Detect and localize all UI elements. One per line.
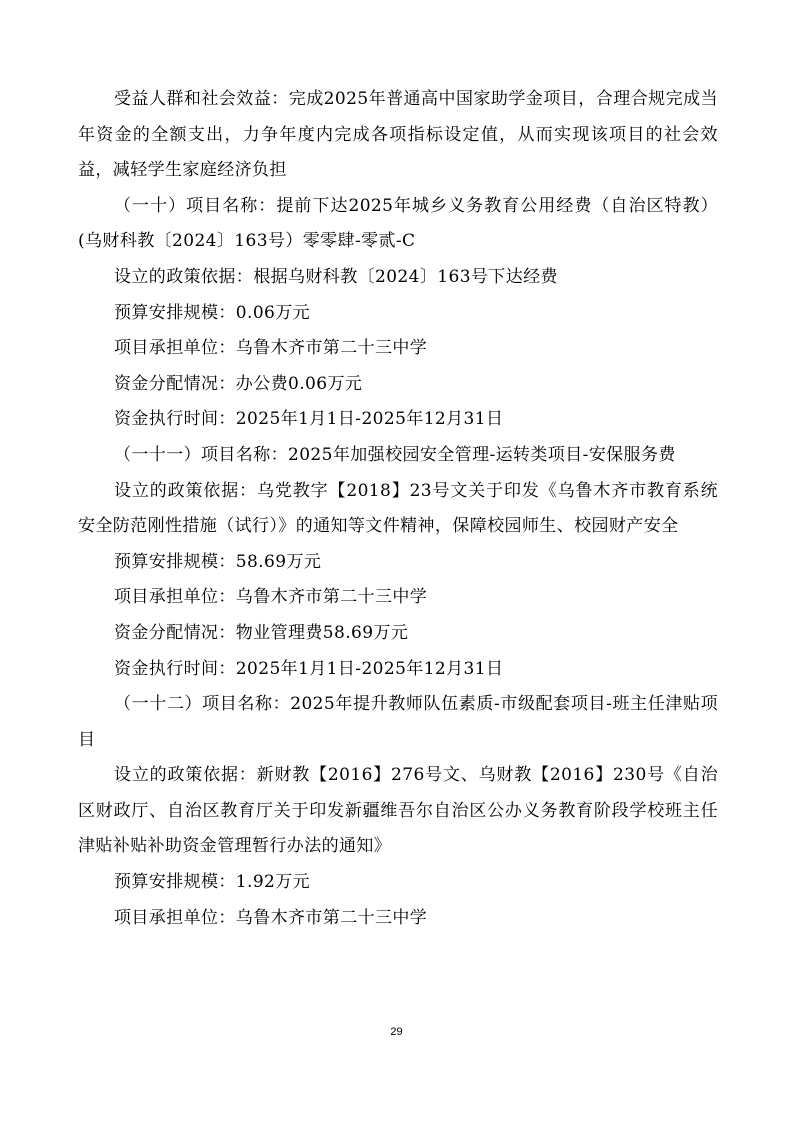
page-number: 29 xyxy=(390,1026,403,1038)
paragraph-project-12-unit: 项目承担单位：乌鲁木齐市第二十三中学 xyxy=(114,907,428,928)
paragraph-project-10-period: 资金执行时间：2025年1月1日-2025年12月31日 xyxy=(114,409,504,430)
paragraph-project-10-policy: 设立的政策依据：根据乌财科教〔2024〕163号下达经费 xyxy=(114,266,558,287)
paragraph-project-10-allocation: 资金分配情况：办公费0.06万元 xyxy=(114,373,363,394)
paragraph-project-11-name: （一十一）项目名称：2025年加强校园安全管理-运转类项目-安保服务费 xyxy=(114,444,676,465)
paragraph-project-10-unit: 项目承担单位：乌鲁木齐市第二十三中学 xyxy=(114,338,428,359)
paragraph-project-12-name: （一十二）项目名称：2025年提升教师队伍素质-市级配套项目-班主任津贴项目 xyxy=(78,694,718,750)
paragraph-project-10-name: （一十）项目名称：提前下达2025年城乡义务教育公用经费（自治区特教）(乌财科教〔2024〕163号）零零肆-零贰-C xyxy=(78,195,718,252)
paragraph-project-12-budget: 预算安排规模：1.92万元 xyxy=(114,872,311,893)
paragraph-project-11-policy: 设立的政策依据：乌党教字【2018】23号文关于印发《乌鲁木齐市教育系统安全防范刚性措施（试行）》的通知等文件精神，保障校园师生、校园财产安全 xyxy=(78,480,718,537)
paragraph-project-11-allocation: 资金分配情况：物业管理费58.69万元 xyxy=(114,622,409,643)
body-text xyxy=(78,82,718,936)
paragraph-beneficiaries: 受益人群和社会效益：完成2025年普通高中国家助学金项目，合理合规完成当年资金的全额支出，力争年度内完成各项指标设定值，从而实现该项目的社会效益，减轻学生家庭经济负担 xyxy=(78,89,718,181)
paragraph-project-11-budget: 预算安排规模：58.69万元 xyxy=(114,551,322,572)
paragraph-project-10-budget: 预算安排规模：0.06万元 xyxy=(114,302,311,323)
paragraph-project-12-policy: 设立的政策依据：新财教【2016】276号文、乌财教【2016】230号《自治区财政厅、自治区教育厅关于印发新疆维吾尔自治区公办义务教育阶段学校班主任津贴补贴补助资金管理暂行办法的通知》 xyxy=(78,765,718,857)
paragraph-project-11-period: 资金执行时间：2025年1月1日-2025年12月31日 xyxy=(114,658,504,679)
paragraph-project-11-unit: 项目承担单位：乌鲁木齐市第二十三中学 xyxy=(114,587,428,608)
